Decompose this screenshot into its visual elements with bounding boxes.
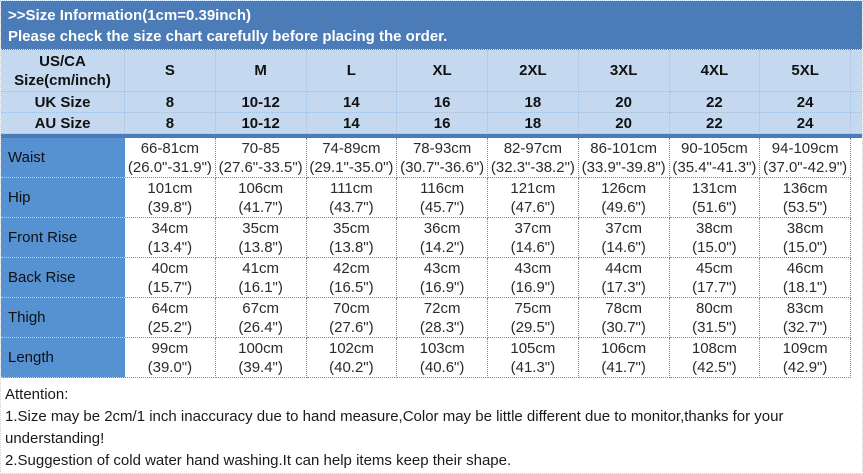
size-value-cell <box>216 298 307 338</box>
size-column-header <box>488 50 579 92</box>
cell-text: 38cm <box>786 219 824 237</box>
size-value-cell <box>488 298 579 338</box>
cell-text: 72cm <box>423 299 461 317</box>
size-value-cell <box>397 298 488 338</box>
cell-text: (16.9") <box>510 278 556 296</box>
size-value-cell <box>760 218 851 258</box>
size-value-cell <box>125 338 216 378</box>
size-value-cell <box>760 138 851 178</box>
size-value-cell <box>579 338 670 378</box>
table-right-margin <box>851 218 862 258</box>
measurement-row <box>1 338 862 378</box>
cell-text: (41.7") <box>601 358 646 376</box>
cell-text: 42cm <box>333 259 370 277</box>
cell-text: L <box>346 62 356 79</box>
banner-subtitle: Please check the size chart carefully before placing the order. <box>8 28 448 45</box>
cell-text: 45cm <box>696 259 733 277</box>
cell-text: 136cm <box>782 179 828 197</box>
cell-text: 8 <box>165 93 175 111</box>
attention-heading: Attention: <box>5 386 69 403</box>
size-header-row <box>1 50 862 92</box>
cell-text: 90-105cm <box>681 139 748 157</box>
uk-size-value <box>216 92 307 113</box>
cell-text: 80cm <box>696 299 733 317</box>
size-value-cell <box>307 138 398 178</box>
cell-text: (16.5") <box>329 278 374 296</box>
size-value-cell <box>579 298 670 338</box>
table-right-margin <box>851 338 862 378</box>
cell-text: (31.5") <box>692 318 737 336</box>
cell-text: 70-85 <box>241 139 280 157</box>
cell-text: 35cm <box>333 219 370 237</box>
uk-size-value <box>397 92 488 113</box>
cell-text: 111cm <box>329 179 373 197</box>
table-right-margin <box>851 50 862 92</box>
cell-text: 24 <box>796 93 814 111</box>
cell-text: (25.2") <box>147 318 193 336</box>
corner-header-line2: Size(cm/inch) <box>14 71 111 89</box>
size-value-cell <box>307 338 398 378</box>
cell-text: 10-12 <box>241 114 280 132</box>
cell-text: 101cm <box>147 179 193 197</box>
uk-size-row-label: UK Size <box>1 92 125 113</box>
size-info-banner <box>1 1 862 50</box>
cell-text: (15.0") <box>692 238 737 256</box>
size-value-cell <box>397 138 488 178</box>
cell-text: 10-12 <box>241 93 280 111</box>
cell-text: 108cm <box>691 339 737 357</box>
size-value-cell <box>579 138 670 178</box>
cell-text: (47.6") <box>510 198 556 216</box>
cell-text: (32.7") <box>782 318 828 336</box>
size-value-cell <box>216 138 307 178</box>
size-value-cell <box>488 258 579 298</box>
cell-text: 46cm <box>786 259 824 277</box>
cell-text: (27.6") <box>329 318 374 336</box>
cell-text: (18.1") <box>782 278 828 296</box>
cell-text: Back Rise <box>8 269 76 286</box>
cell-text: 126cm <box>601 179 647 197</box>
au-size-value <box>397 113 488 134</box>
attention-note: 1.Size may be 2cm/1 inch inaccuracy due to hand measure,Color may be little different due to monitor,thanks for your understanding! <box>5 408 784 447</box>
size-value-cell <box>670 338 761 378</box>
size-value-cell <box>670 138 761 178</box>
size-value-cell <box>579 258 670 298</box>
cell-text: (53.5") <box>782 198 828 216</box>
size-value-cell <box>760 178 851 218</box>
uk-size-value <box>125 92 216 113</box>
size-value-cell <box>670 298 761 338</box>
cell-text: (26.4") <box>238 318 283 336</box>
table-right-margin <box>851 92 862 113</box>
cell-text: 74-89cm <box>322 139 381 157</box>
cell-text: (35.4"-41.3") <box>672 158 757 176</box>
cell-text: 64cm <box>151 299 189 317</box>
au-size-value <box>125 113 216 134</box>
cell-text: 41cm <box>242 259 279 277</box>
size-value-cell <box>488 218 579 258</box>
cell-text: 20 <box>615 114 632 132</box>
size-value-cell <box>670 178 761 218</box>
cell-text: (13.4") <box>147 238 193 256</box>
cell-text: 4XL <box>700 62 729 79</box>
cell-text: 83cm <box>786 299 824 317</box>
uk-size-value <box>488 92 579 113</box>
cell-text: (17.3") <box>601 278 646 296</box>
measurement-row-label <box>1 178 125 218</box>
cell-text: (40.6") <box>419 358 465 376</box>
cell-text: 44cm <box>605 259 642 277</box>
cell-text: (13.8") <box>238 238 283 256</box>
cell-text: (16.9") <box>419 278 465 296</box>
size-value-cell <box>488 178 579 218</box>
size-column-header <box>579 50 670 92</box>
measurement-row-label <box>1 138 125 178</box>
cell-text: 67cm <box>242 299 279 317</box>
size-value-cell <box>760 298 851 338</box>
cell-text: (43.7") <box>329 198 374 216</box>
cell-text: 103cm <box>419 339 465 357</box>
table-right-margin <box>851 298 862 338</box>
cell-text: 109cm <box>782 339 828 357</box>
cell-text: 78cm <box>605 299 642 317</box>
cell-text: 86-101cm <box>590 139 657 157</box>
cell-text: 5XL <box>791 62 819 79</box>
table-right-margin <box>851 138 862 178</box>
measurement-row <box>1 298 862 338</box>
cell-text: (14.6") <box>510 238 556 256</box>
size-value-cell <box>125 138 216 178</box>
size-value-cell <box>216 258 307 298</box>
cell-text: 66-81cm <box>140 139 200 157</box>
cell-text: (28.3") <box>419 318 465 336</box>
cell-text: 16 <box>433 114 451 132</box>
cell-text: 106cm <box>601 339 647 357</box>
cell-text: Thigh <box>8 309 46 326</box>
size-value-cell <box>760 338 851 378</box>
uk-size-value <box>670 92 761 113</box>
cell-text: 24 <box>796 114 814 132</box>
measurement-row-label <box>1 298 125 338</box>
au-size-value <box>670 113 761 134</box>
cell-text: (40.2") <box>329 358 374 376</box>
cell-text: 82-97cm <box>503 139 563 157</box>
size-value-cell <box>488 338 579 378</box>
measurement-row <box>1 218 862 258</box>
cell-text: 8 <box>165 114 175 132</box>
cell-text: 22 <box>706 114 723 132</box>
cell-text: (49.6") <box>601 198 646 216</box>
cell-text: (39.4") <box>238 358 283 376</box>
cell-text: (14.2") <box>419 238 465 256</box>
size-value-cell <box>397 258 488 298</box>
size-value-cell <box>397 338 488 378</box>
size-column-header <box>760 50 851 92</box>
cell-text: 43cm <box>423 259 461 277</box>
cell-text: (14.6") <box>601 238 646 256</box>
cell-text: 106cm <box>238 179 284 197</box>
cell-text: 37cm <box>514 219 552 237</box>
size-value-cell <box>488 138 579 178</box>
cell-text: 40cm <box>151 259 189 277</box>
size-value-cell <box>216 218 307 258</box>
au-size-value <box>216 113 307 134</box>
measurement-row <box>1 258 862 298</box>
measurement-row <box>1 178 862 218</box>
au-size-value <box>488 113 579 134</box>
cell-text: 16 <box>433 93 451 111</box>
table-right-margin <box>851 178 862 218</box>
cell-text: 102cm <box>328 339 374 357</box>
cell-text: 2XL <box>519 62 547 79</box>
cell-text: (16.1") <box>238 278 283 296</box>
size-chart-header <box>1 50 862 134</box>
corner-header <box>1 50 125 92</box>
uk-size-value <box>307 92 398 113</box>
size-column-header <box>397 50 488 92</box>
cell-text: Length <box>8 349 54 366</box>
banner-title: >>Size Information(1cm=0.39inch) <box>8 7 251 24</box>
cell-text: 116cm <box>420 179 465 197</box>
cell-text: 18 <box>524 114 542 132</box>
cell-text: (15.7") <box>147 278 193 296</box>
cell-text: (39.8") <box>147 198 193 216</box>
cell-text: 34cm <box>151 219 189 237</box>
cell-text: 75cm <box>514 299 552 317</box>
cell-text: (15.0") <box>782 238 828 256</box>
size-value-cell <box>125 178 216 218</box>
cell-text: S <box>164 62 175 79</box>
uk-size-value <box>760 92 851 113</box>
cell-text: 43cm <box>514 259 552 277</box>
cell-text: 131cm <box>691 179 737 197</box>
size-column-header <box>216 50 307 92</box>
au-size-value <box>307 113 398 134</box>
cell-text: (29.1"-35.0") <box>309 158 394 176</box>
size-value-cell <box>216 338 307 378</box>
cell-text: 100cm <box>238 339 284 357</box>
uk-size-row <box>1 92 862 113</box>
au-size-row <box>1 113 862 134</box>
cell-text: (26.0"-31.9") <box>127 158 212 176</box>
cell-text: 14 <box>343 93 360 111</box>
size-value-cell <box>125 218 216 258</box>
size-value-cell <box>125 258 216 298</box>
cell-text: M <box>254 62 267 79</box>
cell-text: 70cm <box>333 299 370 317</box>
cell-text: 3XL <box>609 62 638 79</box>
cell-text: (42.9") <box>782 358 828 376</box>
cell-text: Waist <box>8 149 45 166</box>
size-value-cell <box>307 258 398 298</box>
cell-text: (37.0"-42.9") <box>763 158 848 176</box>
cell-text: Front Rise <box>8 229 78 246</box>
measurement-row-label <box>1 218 125 258</box>
size-value-cell <box>307 298 398 338</box>
uk-size-value <box>579 92 670 113</box>
au-size-value <box>579 113 670 134</box>
cell-text: 105cm <box>510 339 556 357</box>
size-value-cell <box>760 258 851 298</box>
attention-note: 2.Suggestion of cold water hand washing.It can help items keep their shape. <box>5 452 512 469</box>
cell-text: 18 <box>524 93 542 111</box>
cell-text: 121cm <box>510 179 556 197</box>
size-value-cell <box>307 178 398 218</box>
size-value-cell <box>397 178 488 218</box>
cell-text: 20 <box>615 93 632 111</box>
size-value-cell <box>579 218 670 258</box>
cell-text: 35cm <box>242 219 279 237</box>
size-value-cell <box>397 218 488 258</box>
size-value-cell <box>670 258 761 298</box>
attention-section <box>1 378 862 472</box>
cell-text: (33.9"-39.8") <box>581 158 666 176</box>
size-value-cell <box>216 178 307 218</box>
corner-header-line1: US/CA <box>39 52 86 70</box>
size-value-cell <box>125 298 216 338</box>
cell-text: (13.8") <box>329 238 374 256</box>
cell-text: 37cm <box>605 219 642 237</box>
cell-text: XL <box>432 62 452 79</box>
size-chart-body <box>1 138 862 378</box>
cell-text: Hip <box>8 189 31 206</box>
size-value-cell <box>579 178 670 218</box>
au-size-value <box>760 113 851 134</box>
cell-text: 94-109cm <box>771 139 839 157</box>
cell-text: 38cm <box>696 219 733 237</box>
measurement-row <box>1 138 862 178</box>
cell-text: 22 <box>706 93 723 111</box>
size-column-header <box>670 50 761 92</box>
size-column-header <box>125 50 216 92</box>
cell-text: (41.3") <box>510 358 556 376</box>
size-value-cell <box>307 218 398 258</box>
cell-text: (32.3"-38.2") <box>490 158 575 176</box>
table-right-margin <box>851 258 862 298</box>
measurement-row-label <box>1 338 125 378</box>
cell-text: (30.7") <box>601 318 646 336</box>
cell-text: (17.7") <box>692 278 737 296</box>
cell-text: (30.7"-36.6") <box>400 158 485 176</box>
measurement-row-label <box>1 258 125 298</box>
cell-text: (42.5") <box>692 358 737 376</box>
cell-text: 36cm <box>423 219 461 237</box>
cell-text: 78-93cm <box>412 139 472 157</box>
size-column-header <box>307 50 398 92</box>
cell-text: 99cm <box>151 339 189 357</box>
cell-text: (51.6") <box>692 198 737 216</box>
size-value-cell <box>670 218 761 258</box>
table-right-margin <box>851 113 862 134</box>
cell-text: (41.7") <box>238 198 283 216</box>
cell-text: (27.6"-33.5") <box>218 158 303 176</box>
au-size-row-label: AU Size <box>1 113 125 134</box>
cell-text: 14 <box>343 114 360 132</box>
cell-text: (45.7") <box>419 198 465 216</box>
cell-text: (29.5") <box>510 318 556 336</box>
cell-text: (39.0") <box>147 358 193 376</box>
